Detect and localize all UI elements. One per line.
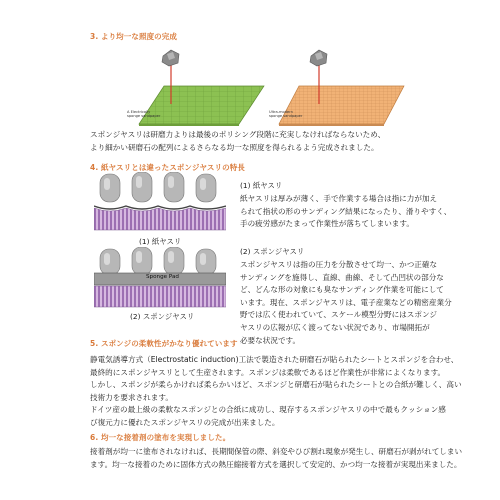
figure-1-caption: (1) 紙ヤスリ bbox=[139, 237, 182, 246]
section-3-title: 3. より均一な照度の完成 bbox=[90, 32, 177, 41]
section-4-title: 4. 紙ヤスリとは違ったスポンジヤスリの特長 bbox=[90, 163, 245, 172]
precision-comparison-figure bbox=[99, 46, 406, 126]
sponge-pad-label: Sponge Pad bbox=[146, 274, 179, 280]
fingers bbox=[100, 172, 216, 202]
section-5-title: 5. スポンジの柔軟性がかなり優れています bbox=[90, 339, 238, 348]
paper-sandpaper-figure bbox=[94, 172, 226, 232]
orange-grid-sheet bbox=[279, 86, 404, 126]
item-2-heading: (2) スポンジヤスリ bbox=[240, 247, 305, 256]
left-figure-caption: A Electrically sponge sandpaper bbox=[127, 110, 161, 119]
item-1-heading: (1) 紙ヤスリ bbox=[240, 181, 283, 190]
right-figure-caption: Ultra-modern sponge sandpaper bbox=[269, 110, 303, 119]
figure-2-caption: (2) スポンジヤスリ bbox=[130, 312, 195, 321]
section-6-paragraph: 接着剤が均一に塗布されなければ、長期間保管の際、斜変やひび割れ現象が発生し、研磨石が剥がれてしまい ます。均一な接着のために固体方式の熱圧縮接着方式を選択して安定的、かつ均一な接着が実現出来ました。 bbox=[90, 447, 463, 469]
section-3-paragraph: スポンジヤスリは研磨力よりは最後のポリシング段階に充実しなければならないため、 より細かい研磨石の配列によるさらなる均一な照度を得られるよう完成されました。 bbox=[90, 130, 386, 152]
item-2-text: スポンジヤスリは指の圧力を分散させて均一、かつ正確な サンディングを施得し、直線、曲線、そして凸凹状の部分な ど、どんな形の対象にも臭なサンディング作業を可能にして います。現在、スポンジヤスリは、電子産業などの精密産業分 野では広く使われていて、スケール模型分野にはスポンジ ヤスリの広報が広く渡ってない状況であり、市場開拓が 必要な状況です。 bbox=[240, 260, 452, 345]
item-1-text: 紙ヤスリは厚みが薄く、手で作業する場合は指に力が加え られて指状の形のサンディング結果になったり、滑りやすく、 手の疲労感がたまって作業性が落ちてしまいます。 bbox=[240, 194, 452, 229]
section-6-title: 6. 均一な接着剤の塗布を実現しました。 bbox=[90, 433, 231, 442]
section-5-paragraph: 静電気誘導方式（Electrostatic induction)工法で製造された研磨石が貼られたシートとスポンジを合わせ、 最終的にスポンジヤスリとして生産されます。スポンジは柔軟であるほど作業性が非常によくなります。 しかし、スポンジが柔らかければ柔らかいほど、スポンジと研磨石が貼られたシートとの合紙が難しく、高い 技術力を要求されます。 ドイツ産の最上級の柔軟なスポンジとの合紙に成功し、現存するスポンジヤスリの中で最もクッション感 び復元力に優れたスポンジヤスリの完成が出来ました。 bbox=[90, 355, 462, 427]
sponge-sandpaper-figure bbox=[94, 247, 226, 309]
